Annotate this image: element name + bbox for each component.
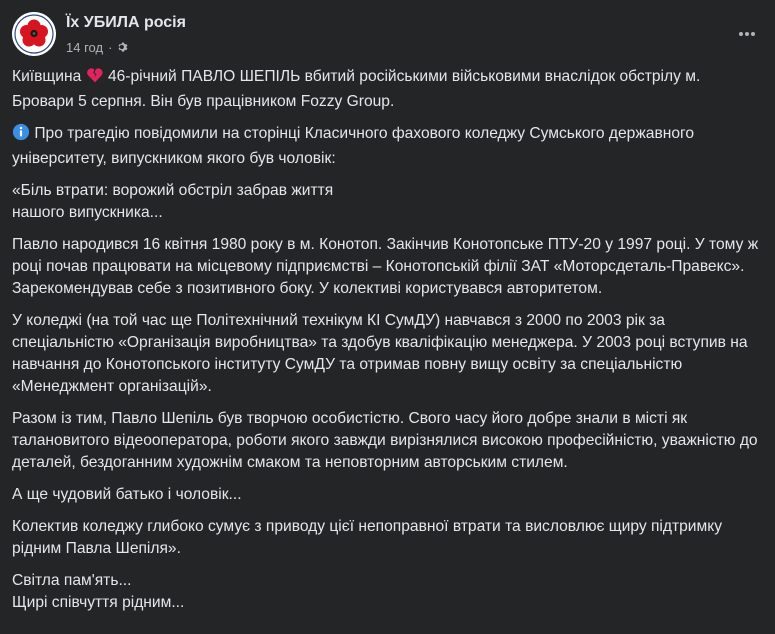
source-text: Про трагедію повідомили на сторінці Класичного фахового коледжу Сумського державного університету, випускником якого був чоловік: bbox=[12, 125, 695, 167]
paragraph-memory bbox=[12, 570, 763, 614]
poppy-flower-icon bbox=[12, 12, 56, 56]
broken-heart-icon bbox=[86, 66, 104, 91]
memory-line2: Щирі співчуття рідним... bbox=[12, 594, 185, 611]
settings-gear-icon[interactable] bbox=[117, 41, 129, 53]
info-icon bbox=[12, 123, 30, 148]
post-header bbox=[12, 12, 763, 58]
region-text: Київщина bbox=[12, 68, 82, 85]
post-text bbox=[12, 66, 763, 624]
quote-title-line1: «Біль втрати: ворожий обстріл забрав життя bbox=[12, 182, 334, 199]
paragraph-creative: Разом із тим, Павло Шепіль був творчою особистістю. Свого часу його добре знали в місті як талановитого відеооператора, роботи якого завжди вирізнялися високою професійністю, уважністю до деталей, бездоганним художнім смаком та неповторним авторським стилем. bbox=[12, 410, 758, 471]
intro-text: 46-річний ПАВЛО ШЕПІЛЬ вбитий російськими військовими внаслідок обстрілу м. Бровари 5 серпня. Він був працівником Fozzy Group. bbox=[12, 68, 701, 110]
paragraph-education: У коледжі (на той час ще Політехнічний технікум КІ СумДУ) навчався з 2000 по 2003 рік за спеціальністю «Організація виробництва» та здобув кваліфікацію менеджера. У 2003 році вступив на навчання до Конотопського інституту СумДУ та отримав повну вищу освіту за спеціальністю «Менеджмент організацій». bbox=[12, 312, 748, 395]
paragraph-family: А ще чудовий батько і чоловік... bbox=[12, 486, 242, 503]
page-avatar[interactable] bbox=[12, 12, 56, 56]
paragraph-biography: Павло народився 16 квітня 1980 року в м. Конотоп. Закінчив Конотопське ПТУ-20 у 1997 році. У тому ж році почав працювати на місцевому підприємстві – Конотопській філії ЗАТ «Моторсдеталь-Правекс». Зарекомендував себе з позитивного боку. У колективі користувався авторитетом. bbox=[12, 236, 759, 297]
paragraph-source bbox=[12, 123, 763, 170]
more-options-button[interactable] bbox=[731, 18, 763, 50]
paragraph-quote-title bbox=[12, 180, 763, 224]
quote-title-line2: нашого випускника... bbox=[12, 204, 163, 221]
page-name[interactable]: Їх УБИЛА росія bbox=[66, 14, 186, 31]
post-meta bbox=[66, 38, 129, 56]
post-timestamp[interactable]: 14 год bbox=[66, 39, 104, 55]
more-options-icon bbox=[737, 24, 757, 44]
paragraph-condolence: Колектив коледжу глибоко сумує з приводу цієї непоправної втрати та висловлює щиру підтримку рідним Павла Шепіля». bbox=[12, 518, 723, 557]
meta-separator: · bbox=[108, 39, 113, 55]
paragraph-intro bbox=[12, 66, 763, 113]
memory-line1: Світла пам'ять... bbox=[12, 572, 132, 589]
